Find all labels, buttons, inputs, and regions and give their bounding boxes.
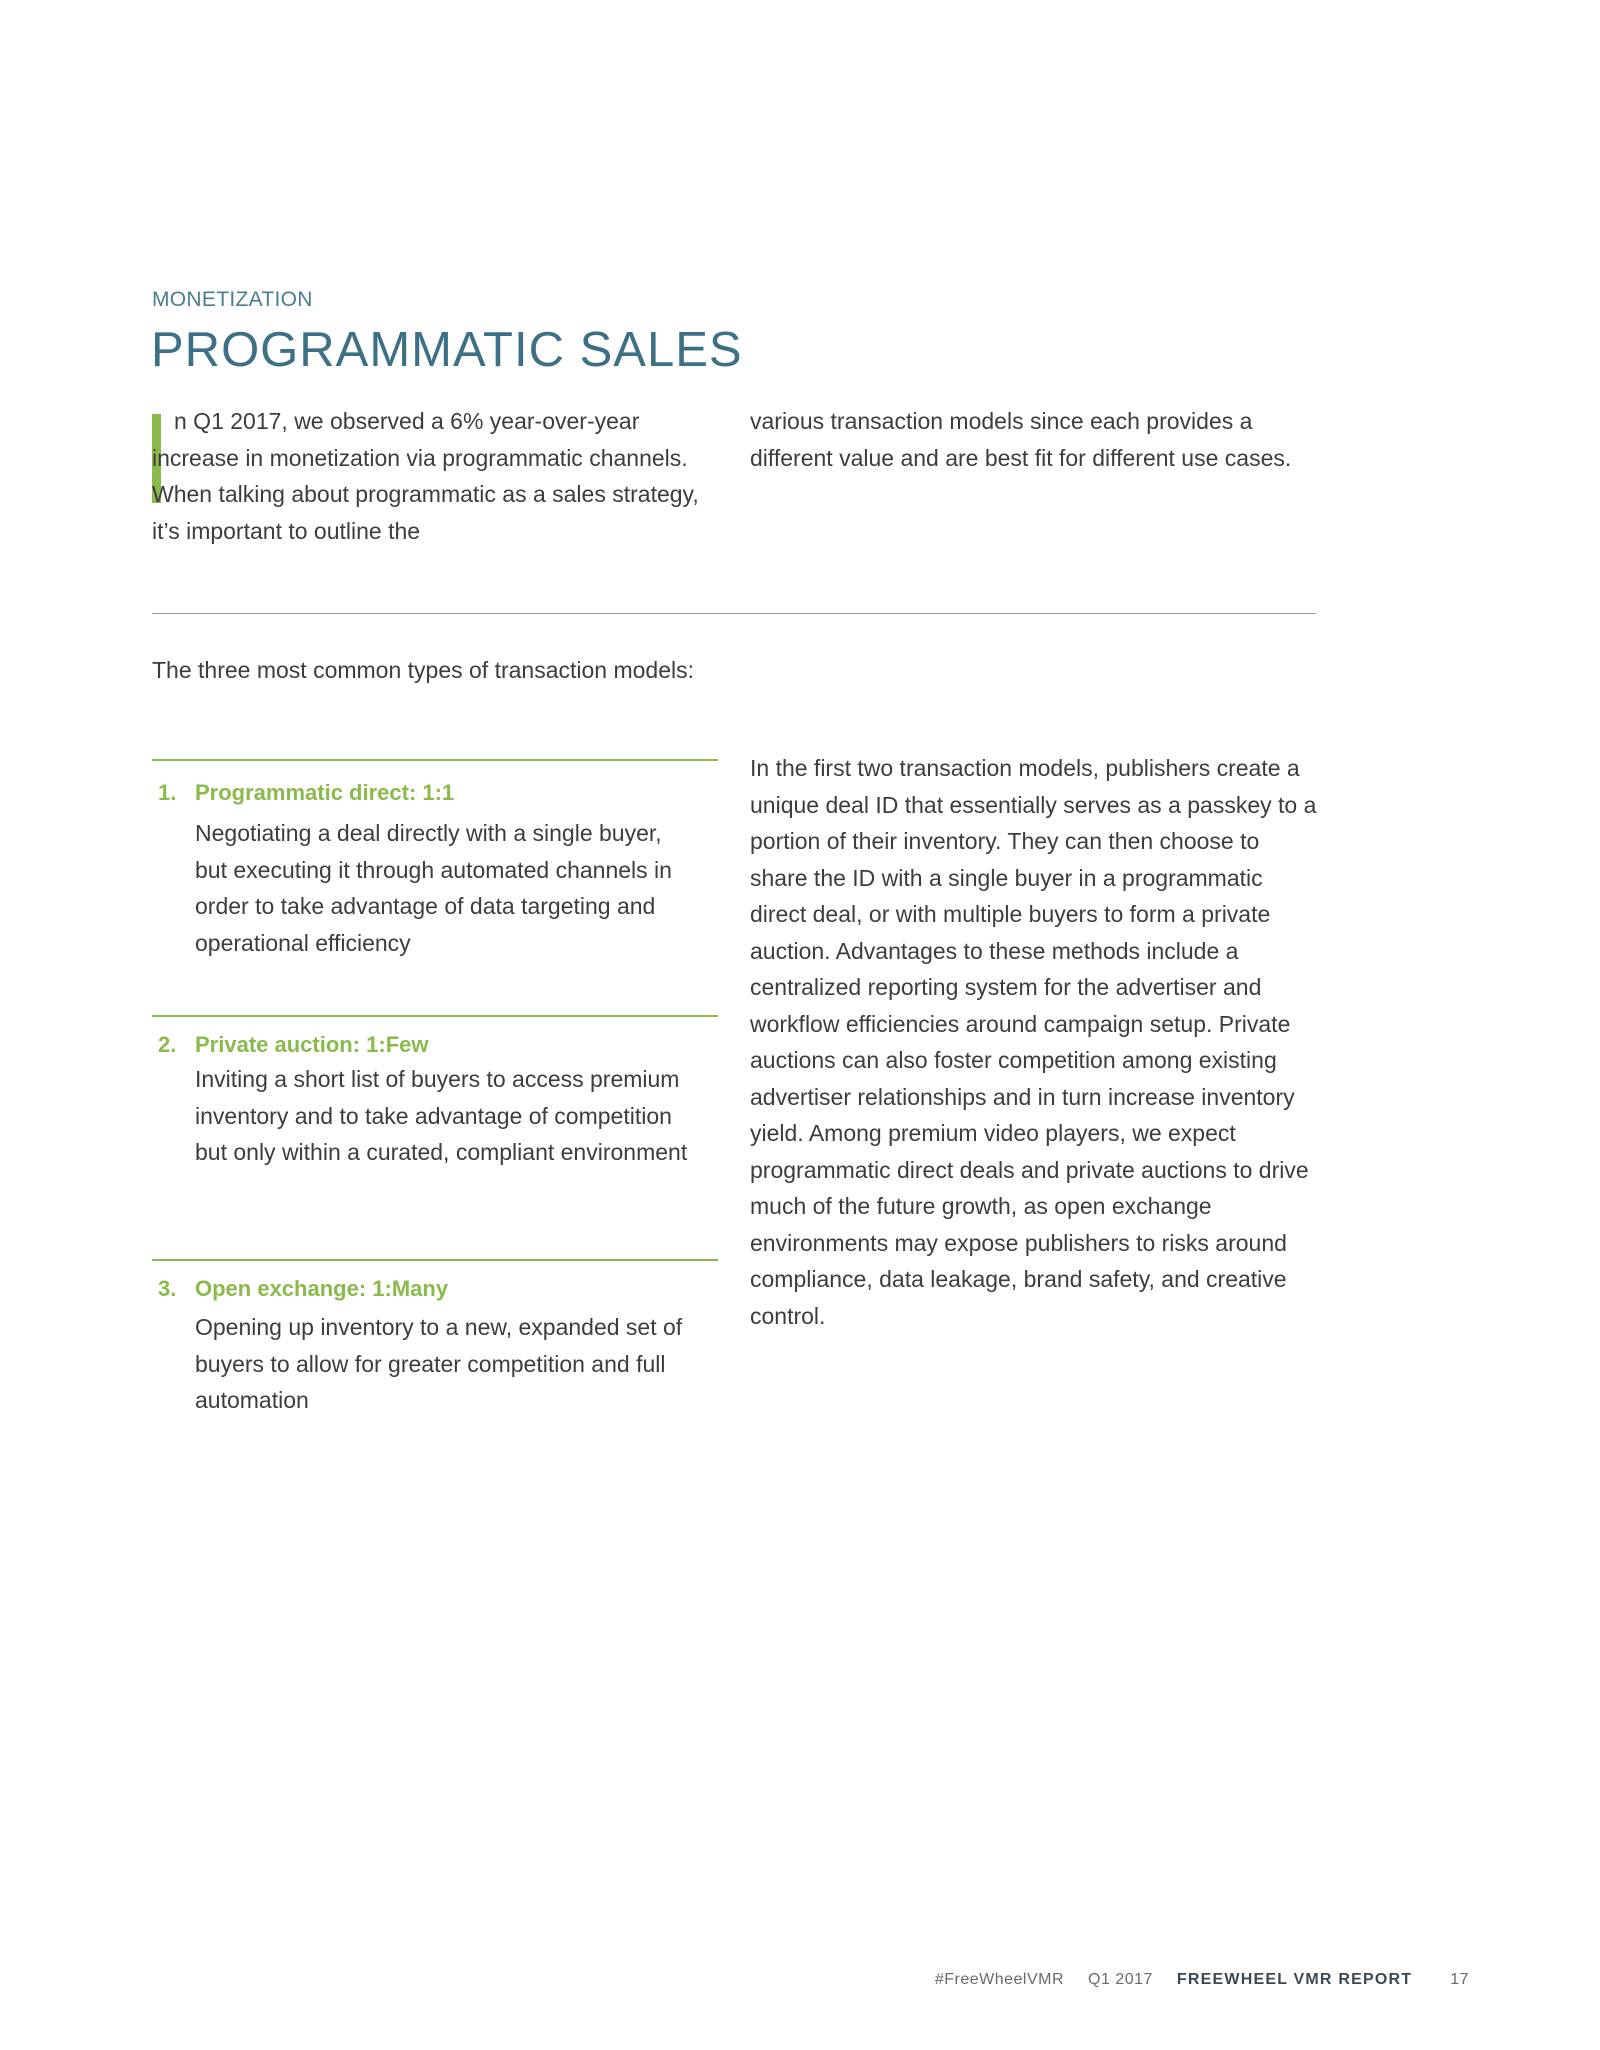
model-item-open-exchange [152,1259,718,1419]
model-title: Programmatic direct: 1:1 [195,780,455,805]
model-item-programmatic-direct [152,759,718,961]
model-description: Opening up inventory to a new, expanded set of buyers to allow for greater competition and full automation [195,1314,683,1413]
footer-hashtag: #FreeWheelVMR [934,1971,1065,1988]
model-number: 1. [158,780,177,805]
intro-left-column [152,403,712,549]
intro-paragraph-left: n Q1 2017, we observed a 6% year-over-year increase in monetization via programmatic channels. When talking about programmatic as a sales strategy, it’s important to outline the [152,408,699,544]
page-title: PROGRAMMATIC SALES [151,323,743,377]
footer-quarter: Q1 2017 [1088,1971,1153,1988]
model-heading [152,1275,718,1303]
section-label: MONETIZATION [152,288,313,311]
right-column-body: In the first two transaction models, publishers create a unique deal ID that essentially serves as a passkey to a portion of their inventory. They can then choose to share the ID with a single buyer in a programmatic direct deal, or with multiple buyers to form a private auction. Advantages to these methods include a centralized reporting system for the advertiser and workflow efficiencies around campaign setup. Private auctions can also foster competition among existing advertiser relationships and in turn increase inventory yield. Among premium video players, we expect programmatic direct deals and private auctions to drive much of the future growth, as open exchange environments may expose publishers to risks around compliance, data leakage, brand safety, and creative control. [750,755,1317,1329]
types-intro: The three most common types of transaction models: [152,657,695,683]
model-item-private-auction [152,1015,718,1171]
section-divider [152,613,1316,614]
footer-report-title: FREEWHEEL VMR REPORT [1176,1971,1413,1988]
model-description: Negotiating a deal directly with a single buyer, but executing it through automated channels in order to take advantage of data targeting and operational efficiency [195,820,672,956]
intro-paragraph-right: various transaction models since each provides a different value and are best fit for different use cases. [750,408,1292,471]
model-description: Inviting a short list of buyers to access premium inventory and to take advantage of competition but only within a curated, compliant environment [195,1066,688,1165]
page-number: 17 [1450,1971,1469,1988]
intro-right-column [750,403,1310,476]
page-footer [935,1971,1469,1989]
model-title: Private auction: 1:Few [195,1032,429,1057]
model-number: 3. [158,1276,177,1301]
model-heading [152,779,718,807]
model-number: 2. [158,1032,177,1057]
model-title: Open exchange: 1:Many [195,1276,449,1301]
model-heading [152,1031,718,1059]
